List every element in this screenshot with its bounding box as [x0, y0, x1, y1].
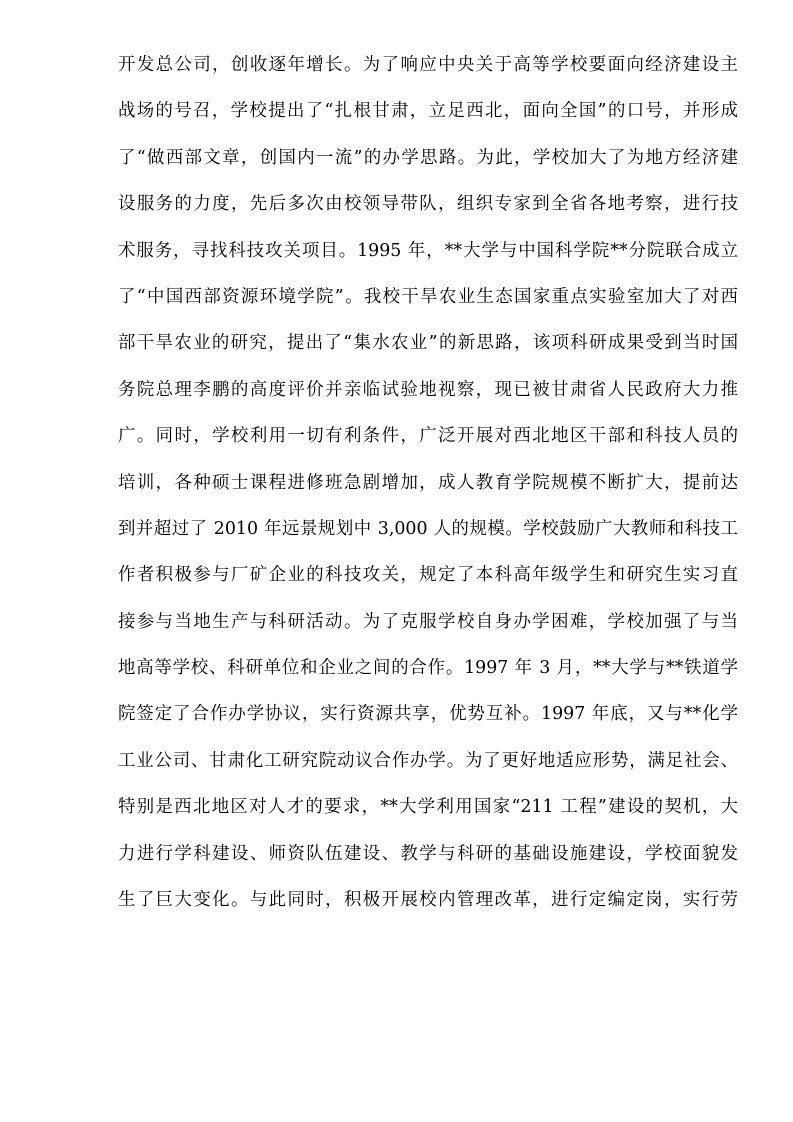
- text-line: 务院总理李鹏的高度评价并亲临试验地视察，现已被甘肃省人民政府大力推: [118, 379, 738, 400]
- body-text: [118, 42, 738, 923]
- text-line: 了“中国西部资源环境学院”。我校干旱农业生态国家重点实验室加大了对西: [118, 286, 738, 307]
- text-line: 特别是西北地区对人才的要求，**大学利用国家“211 工程”建设的契机，大: [118, 797, 738, 818]
- text-line: 地高等学校、科研单位和企业之间的合作。1997 年 3 月，**大学与**铁道学: [118, 658, 738, 679]
- text-line: 广。同时，学校利用一切有利条件，广泛开展对西北地区干部和科技人员的: [118, 426, 738, 447]
- text-line: 力进行学科建设、师资队伍建设、教学与科研的基础设施建设，学校面貌发: [118, 843, 738, 864]
- text-line: 战场的号召，学校提出了“扎根甘肃，立足西北，面向全国”的口号，并形成: [118, 101, 738, 122]
- text-line: 设服务的力度，先后多次由校领导带队，组织专家到全省各地考察，进行技: [118, 194, 738, 215]
- text-line: 部干旱农业的研究，提出了“集水农业”的新思路，该项科研成果受到当时国: [118, 333, 738, 354]
- text-line: 术服务，寻找科技攻关项目。1995 年，**大学与中国科学院**分院联合成立: [118, 240, 738, 261]
- text-line: 接参与当地生产与科研活动。为了克服学校自身办学困难，学校加强了与当: [118, 611, 738, 632]
- text-line: 院签定了合作办学协议，实行资源共享，优势互补。1997 年底，又与**化学: [118, 704, 738, 725]
- text-line: 生了巨大变化。与此同时，积极开展校内管理改革，进行定编定岗，实行劳: [118, 890, 738, 911]
- text-line: 培训，各种硕士课程进修班急剧增加，成人教育学院规模不断扩大，提前达: [118, 472, 738, 493]
- text-line: 开发总公司，创收逐年增长。为了响应中央关于高等学校要面向经济建设主: [118, 55, 738, 75]
- text-line: 工业公司、甘肃化工研究院动议合作办学。为了更好地适应形势，满足社会、: [118, 750, 738, 771]
- text-line: 了“做西部文章，创国内一流”的办学思路。为此，学校加大了为地方经济建: [118, 147, 738, 168]
- text-line: 作者积极参与厂矿企业的科技攻关，规定了本科高年级学生和研究生实习直: [118, 565, 738, 586]
- text-line: 到并超过了 2010 年远景规划中 3,000 人的规模。学校鼓励广大教师和科技工: [118, 518, 738, 539]
